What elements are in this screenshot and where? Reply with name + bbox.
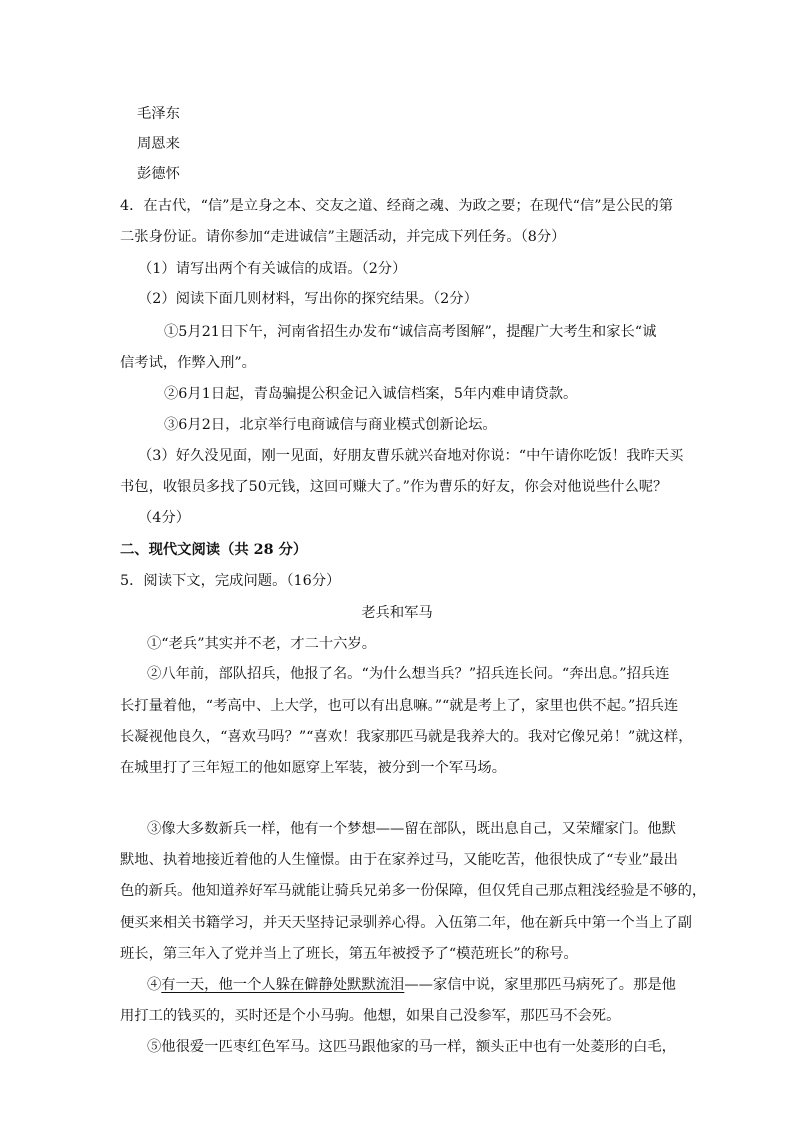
q4-line-2: 二张身份证。请你参加“走进诚信”主题活动，并完成下列任务。（8分） bbox=[120, 229, 566, 245]
paragraph-5-line-1: ⑤他很爱一匹枣红色军马。这匹马跟他家的马一样，额头正中也有一处菱形的白毛， bbox=[147, 1039, 676, 1055]
paragraph-3-line-1: ③像大多数新兵一样，他有一个梦想——留在部队，既出息自己，又荣耀家门。他默 bbox=[147, 821, 676, 837]
q4-task-3-line-2: 书包，收银员多找了50元钱，这回可赚大了。”作为曹乐的好友，你会对他说些什么呢？ bbox=[120, 479, 668, 495]
q4-task-2: （2）阅读下面几则材料，写出你的探究结果。（2分） bbox=[138, 291, 478, 307]
q5-intro: 5．阅读下文，完成问题。（16分） bbox=[120, 573, 341, 589]
paragraph-4-line-2: 用打工的钱买的，买时还是个小马驹。他想，如果自己没参军，那匹马不会死。 bbox=[120, 1008, 621, 1024]
option-2: 周恩来 bbox=[137, 136, 180, 152]
underlined-sentence: 有一天，他一个人躲在僻静处默默流泪 bbox=[161, 977, 405, 993]
paragraph-4-marker: ④ bbox=[147, 977, 162, 993]
paragraph-4-rest: ——家信中说，家里那匹马病死了。那是他 bbox=[404, 977, 676, 993]
q4-task-3-line-1: （3）好久没见面，刚一见面，好朋友曹乐就兴奋地对你说：“中午请你吃饭！我昨天买 bbox=[138, 448, 684, 464]
q4-material-1-line-1: ①5月21日下午，河南省招生办发布“诚信高考图解”，提醒广大考生和家长“诚 bbox=[164, 324, 657, 340]
section-heading: 二、现代文阅读（共 28 分） bbox=[120, 542, 308, 558]
article-title: 老兵和军马 bbox=[361, 605, 433, 621]
paragraph-3-line-2: 默地、执着地接近着他的人生憧憬。由于在家养过马，又能吃苦，他很快成了“专业”最出 bbox=[120, 852, 678, 868]
q4-task-3-score: （4分） bbox=[138, 510, 190, 526]
q4-material-1-line-2: 信考试，作弊入刑”。 bbox=[120, 355, 256, 371]
q4-task-1: （1）请写出两个有关诚信的成语。（2分） bbox=[138, 261, 407, 277]
q4-line-1: 4．在古代，“信”是立身之本、交友之道、经商之魂、为政之要；在现代“信”是公民的第 bbox=[120, 198, 674, 214]
q4-material-2: ②6月1日起，青岛骗提公积金记入诚信档案，5年内难申请贷款。 bbox=[164, 386, 578, 402]
paragraph-3-line-5: 班长，第三年入了党并当上了班长，第五年被授予了“模范班长”的称号。 bbox=[120, 946, 578, 962]
paragraph-3-line-4: 便买来相关书籍学习，并天天坚持记录驯养心得。入伍第二年，他在新兵中第一个当上了副 bbox=[120, 915, 692, 931]
paragraph-2-line-3: 长凝视他良久，“喜欢马吗？”“喜欢！我家那匹马就是我养大的。我对它像兄弟！”就这样， bbox=[120, 729, 693, 745]
paragraph-1: ①“老兵”其实并不老，才二十六岁。 bbox=[147, 636, 377, 652]
paragraph-2-line-4: 在城里打了三年短工的他如愿穿上军装，被分到一个军马场。 bbox=[120, 760, 507, 776]
paragraph-2-line-1: ②八年前，部队招兵，他报了名。“为什么想当兵？”招兵连长问。“奔出息。”招兵连 bbox=[147, 666, 670, 682]
paragraph-3-line-3: 色的新兵。他知道养好军马就能让骑兵兄弟多一份保障，但仅凭自己那点粗浅经验是不够的， bbox=[120, 883, 707, 899]
option-3: 彭德怀 bbox=[137, 166, 180, 182]
paragraph-2-line-2: 长打量着他，“考高中、上大学，也可以有出息嘛。”“就是考上了，家里也供不起。”招兵连 bbox=[120, 698, 679, 714]
q4-material-3: ③6月2日，北京举行电商诚信与商业模式创新论坛。 bbox=[164, 417, 497, 433]
option-1: 毛泽东 bbox=[137, 106, 180, 122]
paragraph-4-line-1 bbox=[147, 975, 707, 995]
